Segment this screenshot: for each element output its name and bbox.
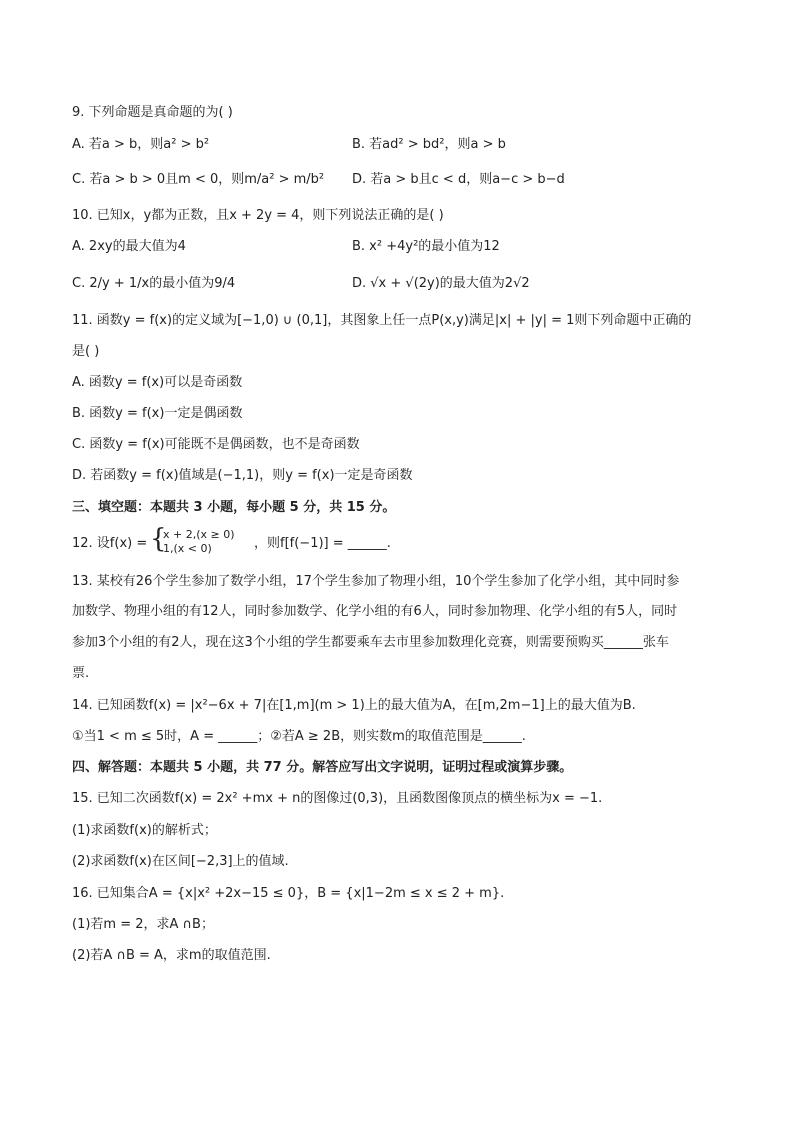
q10-option-c: C. 2/y + 1/x的最小值为9/4 [72,276,236,291]
q13-line3: 参加3个小组的有2人，现在这3个小组的学生都要乘车去市里参加数理化竞赛，则需要预购买______张车 [72,635,669,650]
q12-brace: { [150,524,167,554]
q15-part2: (2)求函数f(x)在区间[−2,3]上的值域. [72,854,289,869]
q9-stem: 9. 下列命题是真命题的为( ) [72,105,233,120]
q9-option-c: C. 若a > b > 0且m < 0，则m/a² > m/b² [72,172,325,187]
q15-part1: (1)求函数f(x)的解析式； [72,823,217,838]
q11-option-d: D. 若函数y = f(x)值域是(−1,1)，则y = f(x)一定是奇函数 [72,468,413,483]
q11-option-a: A. 函数y = f(x)可以是奇函数 [72,375,243,390]
q10-option-d: D. √x + √(2y)的最大值为2√2 [352,276,530,291]
q16-stem: 16. 已知集合A = {x|x² +2x−15 ≤ 0}，B = {x|1−2m ≤ x ≤ 2 + m}. [72,886,505,901]
q10-option-b: B. x² +4y²的最小值为12 [352,239,500,254]
q16-part2: (2)若A ∩B = A，求m的取值范围. [72,948,271,963]
q12-prefix: 12. 设f(x) = [72,536,148,551]
q14-line2: ①当1 < m ≤ 5时，A = ______；②若A ≥ 2B，则实数m的取值范围是______. [72,729,526,744]
section-fill-in-header: 三、填空题：本题共 3 小题，每小题 5 分，共 15 分。 [72,500,396,515]
q14-line1: 14. 已知函数f(x) = |x²−6x + 7|在[1,m](m > 1)上的最大值为A，在[m,2m−1]上的最大值为B. [72,698,636,713]
q10-stem: 10. 已知x，y都为正数，且x + 2y = 4，则下列说法正确的是( ) [72,208,444,223]
q11-stem-line2: 是( ) [72,344,100,359]
q9-option-a: A. 若a > b，则a² > b² [72,137,210,152]
q9-option-b: B. 若ad² > bd²，则a > b [352,137,506,152]
q11-option-c: C. 函数y = f(x)可能既不是偶函数，也不是奇函数 [72,437,360,452]
section-solve-header: 四、解答题：本题共 5 小题，共 77 分。解答应写出文字说明，证明过程或演算步骤。 [72,760,573,775]
q13-line1: 13. 某校有26个学生参加了数学小组，17个学生参加了物理小组，10个学生参加了化学小组，其中同时参 [72,574,680,589]
q11-stem-line1: 11. 函数y = f(x)的定义域为[−1,0) ∪ (0,1]，其图象上任一点P(x,y)满足|x| + |y| = 1则下列命题中正确的 [72,313,692,328]
q12-case1: x + 2,(x ≥ 0) [163,528,235,541]
q11-option-b: B. 函数y = f(x)一定是偶函数 [72,406,243,421]
q13-line2: 加数学、物理小组的有12人，同时参加数学、化学小组的有6人，同时参加物理、化学小组的有5人，同时 [72,604,678,619]
q10-option-a: A. 2xy的最大值为4 [72,239,186,254]
q15-stem: 15. 已知二次函数f(x) = 2x² +mx + n的图像过(0,3)，且函数图像顶点的横坐标为x = −1. [72,791,603,806]
q12-suffix: ，则f[f(−1)] = ______. [254,536,391,551]
q16-part1: (1)若m = 2，求A ∩B； [72,917,214,932]
q12-case2: 1,(x < 0) [163,542,212,555]
q13-line4: 票. [72,666,90,681]
q9-option-d: D. 若a > b且c < d，则a−c > b−d [352,172,565,187]
